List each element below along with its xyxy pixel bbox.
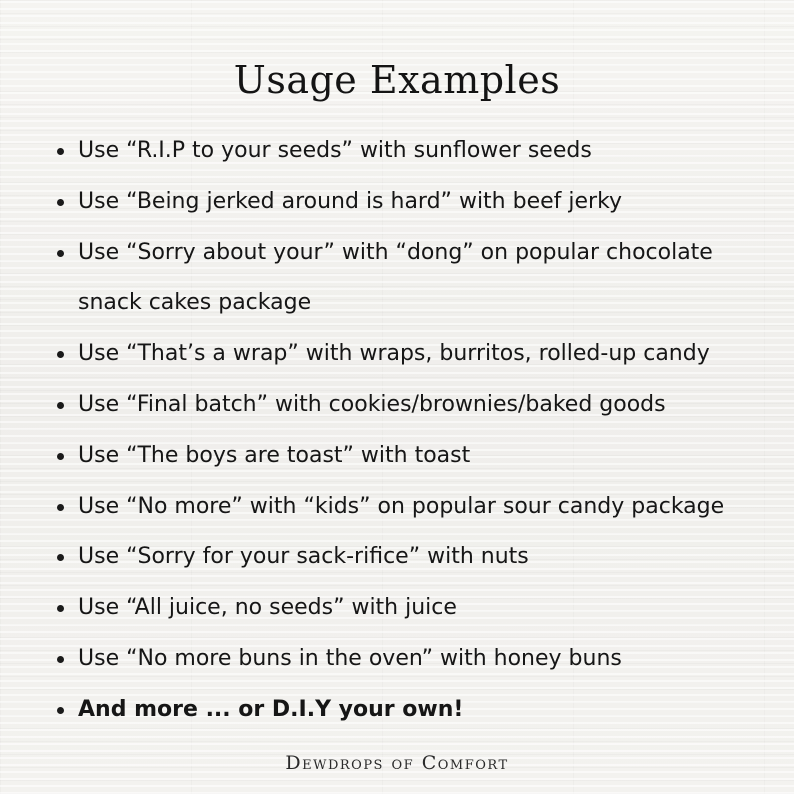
list-item [0, 431, 794, 482]
brand-wordmark: Dewdrops of Comfort [285, 752, 509, 774]
bullet-icon [57, 554, 64, 561]
list-item-text: Use “Final batch” with cookies/brownies/baked goods [78, 391, 666, 417]
closing-item [0, 685, 794, 736]
list-item-text: Use “No more” with “kids” on popular sour candy package [78, 493, 725, 519]
bullet-icon [57, 707, 64, 714]
list-item-text: Use “The boys are toast” with toast [78, 442, 471, 468]
closing-text: And more ... or D.I.Y your own! [78, 696, 464, 722]
list-item-text: Use “Sorry for your sack-rifice” with nuts [78, 544, 529, 570]
bullet-icon [57, 402, 64, 409]
list-item [0, 532, 794, 583]
list-item [0, 228, 794, 330]
list-item [0, 177, 794, 228]
bullet-icon [57, 453, 64, 460]
bullet-icon [57, 656, 64, 663]
bullet-icon [57, 351, 64, 358]
list-item-text: Use “No more buns in the oven” with honey buns [78, 645, 622, 671]
list-item [0, 482, 794, 533]
list-item [0, 583, 794, 634]
list-item [0, 126, 794, 177]
bullet-icon [57, 148, 64, 155]
bullet-icon [57, 504, 64, 511]
bullet-icon [57, 605, 64, 612]
list-item-text: Use “R.I.P to your seeds” with sunflower seeds [78, 138, 592, 163]
list-item-text: Use “That’s a wrap” with wraps, burritos, rolled-up candy [78, 341, 710, 367]
bullet-icon [57, 250, 64, 257]
list-item [0, 380, 794, 431]
bullet-icon [57, 199, 64, 206]
usage-list [0, 126, 794, 736]
page-title: Usage Examples [233, 58, 561, 102]
list-item [0, 634, 794, 685]
list-item-text: Use “All juice, no seeds” with juice [78, 595, 457, 621]
list-item-text: Use “Being jerked around is hard” with beef jerky [78, 188, 623, 214]
list-item-text: Use “Sorry about your” with “dong” on popular chocolate snack cakes package [78, 239, 713, 316]
list-item [0, 329, 794, 380]
